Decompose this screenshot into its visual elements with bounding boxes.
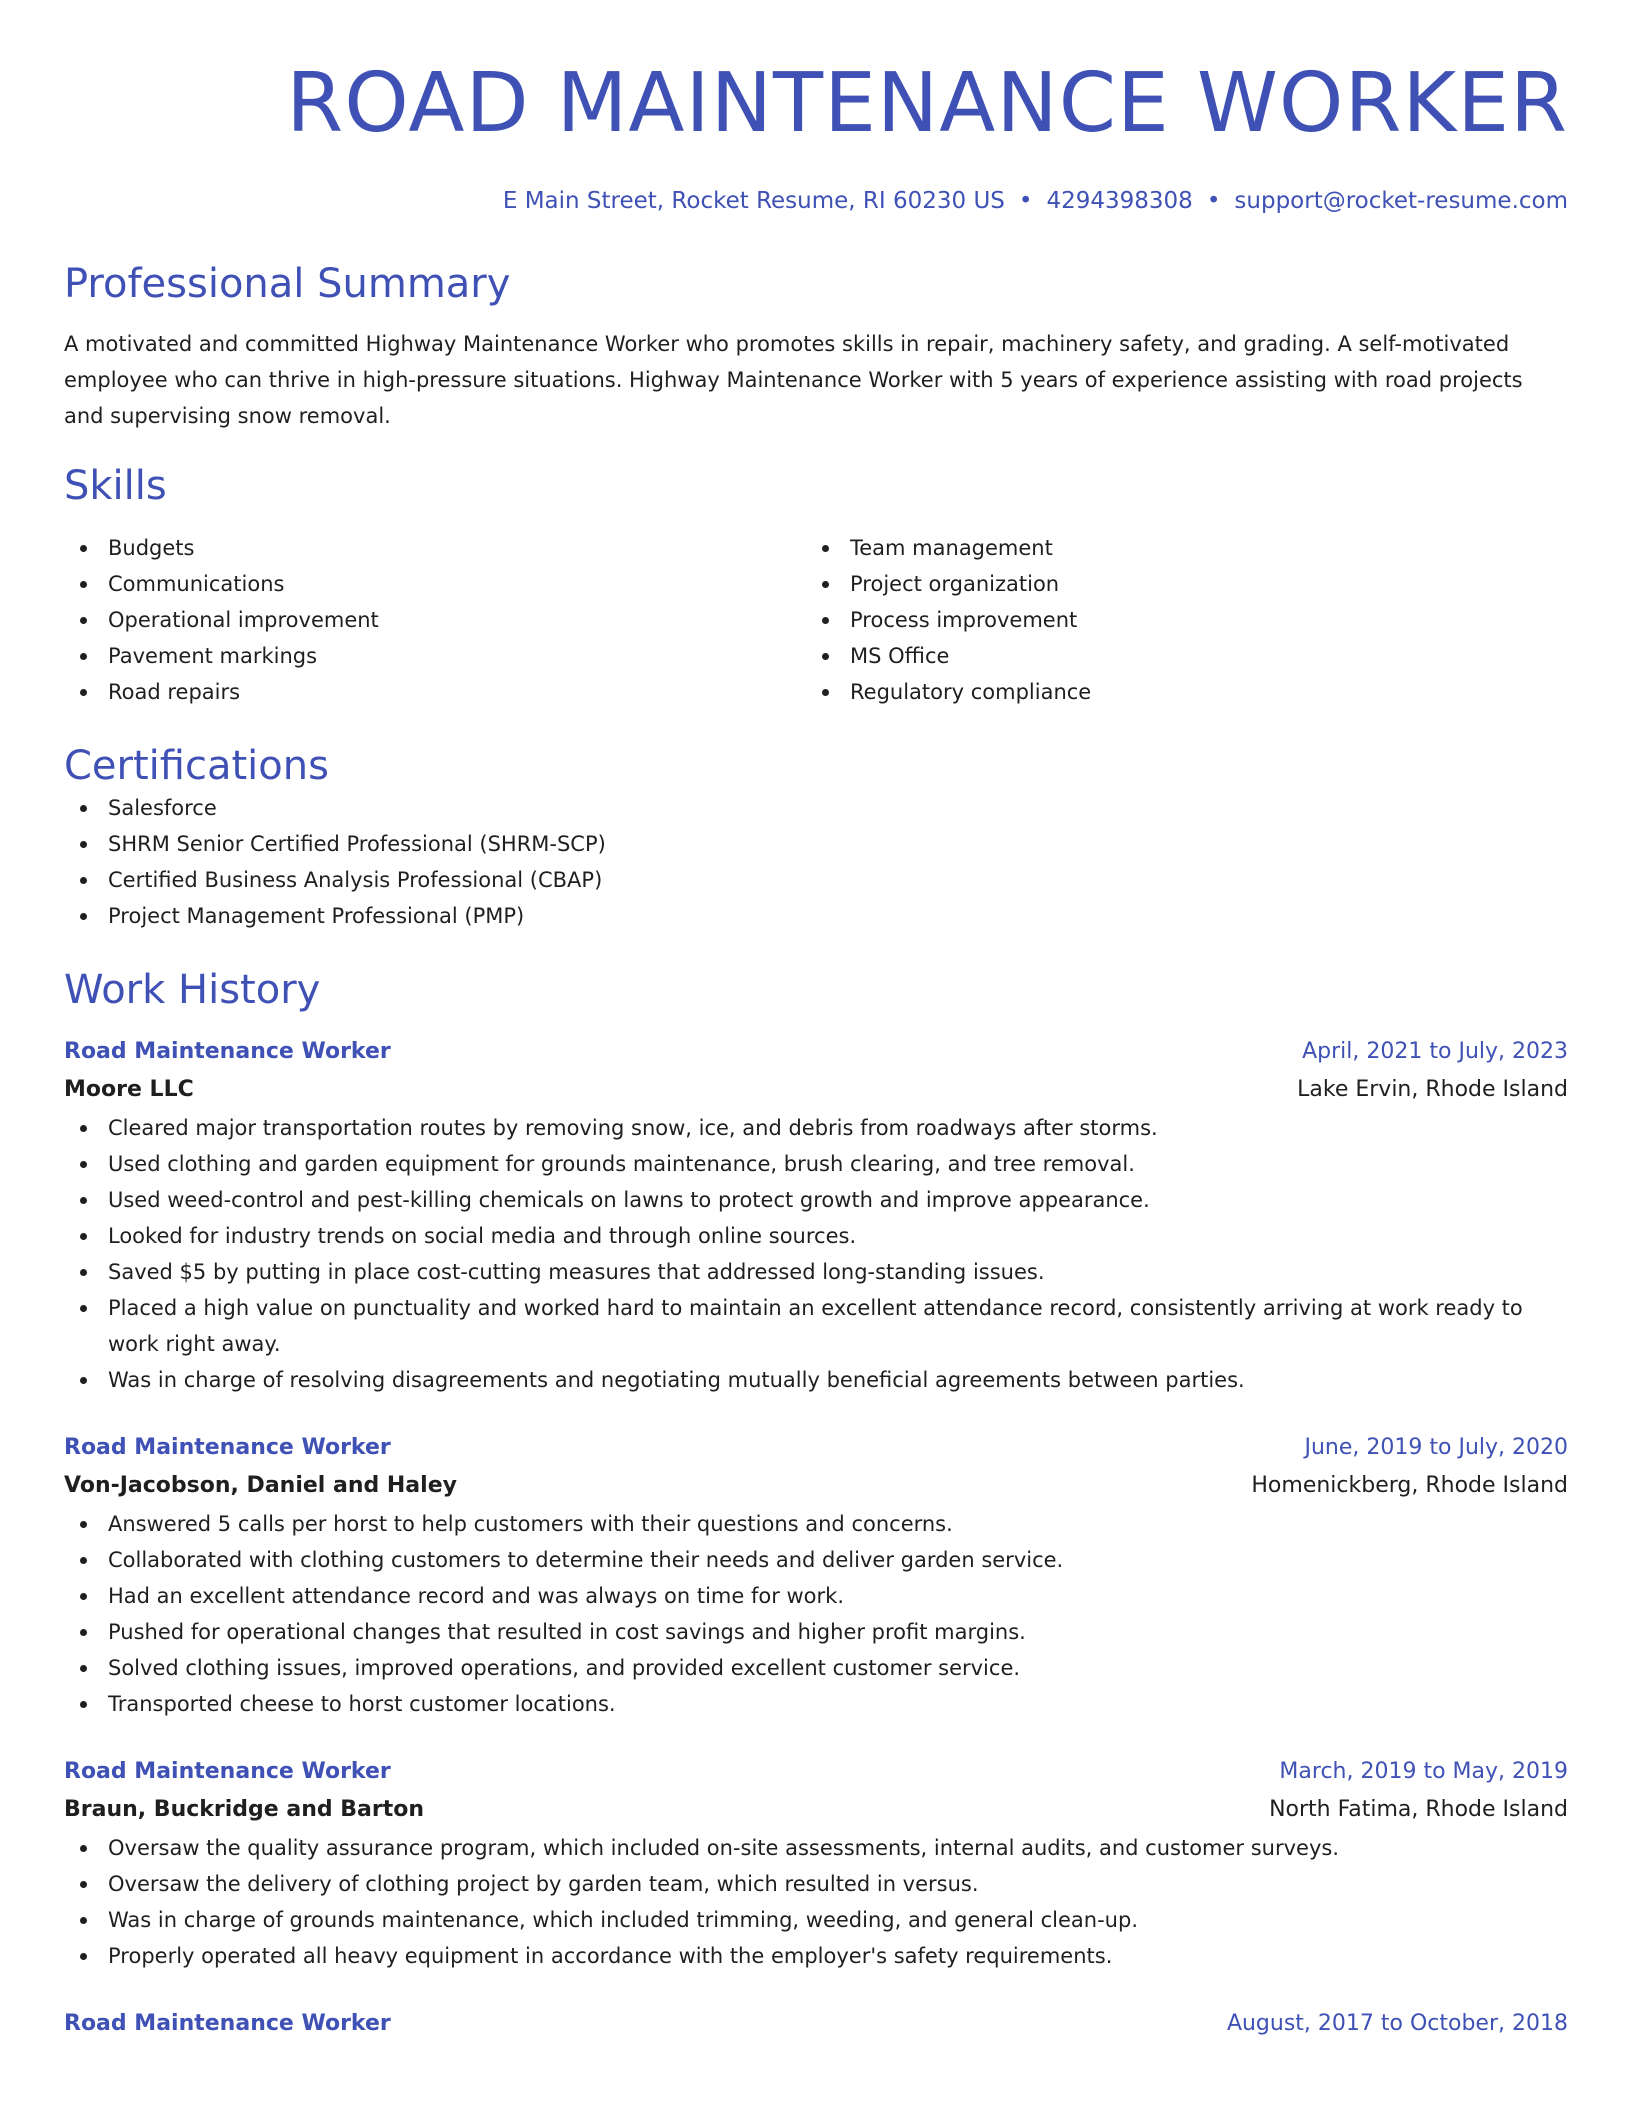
job-location: North Fatima, Rhode Island	[1269, 1797, 1568, 1822]
contact-address: E Main Street, Rocket Resume, RI 60230 US	[502, 188, 1005, 214]
job-duty: Pushed for operational changes that resulted in cost savings and higher profit margins.	[64, 1614, 1568, 1650]
contact-phone: 4294398308	[1046, 188, 1193, 214]
resume-page	[64, 0, 1568, 2042]
resume-name: ROAD MAINTENANCE WORKER	[286, 56, 1568, 151]
job-duty: Had an excellent attendance record and was always on time for work.	[64, 1578, 1568, 1614]
contact-separator: •	[1018, 188, 1033, 214]
job-company: Moore LLC	[64, 1077, 194, 1102]
skill-item: Operational improvement	[64, 602, 806, 638]
job-duty: Transported cheese to horst customer locations.	[64, 1686, 1568, 1722]
job-company: Braun, Buckridge and Barton	[64, 1797, 425, 1822]
contact-line	[64, 186, 1568, 216]
skills-heading: Skills	[64, 463, 167, 509]
job-duties-list	[64, 1110, 1568, 1398]
summary-heading: Professional Summary	[64, 261, 511, 307]
job-duty: Oversaw the delivery of clothing project by garden team, which resulted in versus.	[64, 1866, 1568, 1902]
skills-column-right	[806, 530, 1548, 710]
summary-text: A motivated and committed Highway Maintenance Worker who promotes skills in repair, machinery safety, and grading. A self-motivated employee who can thrive in high-pressure situations. Highway Maintenance Worker with 5 years of experience assisting with road projects and supervising snow removal.	[64, 332, 1523, 428]
skills-list	[64, 530, 1568, 710]
skill-item: Budgets	[64, 530, 806, 566]
skill-item: Pavement markings	[64, 638, 806, 674]
job-duty: Saved $5 by putting in place cost-cutting measures that addressed long-standing issues.	[64, 1254, 1568, 1290]
job-entry	[64, 1034, 1568, 1398]
certification-item: SHRM Senior Certified Professional (SHRM-SCP)	[64, 826, 1568, 862]
job-dates: June, 2019 to July, 2020	[1304, 1435, 1568, 1460]
job-duties-list	[64, 1830, 1568, 1974]
job-location: Lake Ervin, Rhode Island	[1297, 1077, 1568, 1102]
job-company: Von-Jacobson, Daniel and Haley	[64, 1473, 457, 1498]
job-entry	[64, 1430, 1568, 1722]
job-title: Road Maintenance Worker	[64, 1435, 391, 1460]
contact-separator: •	[1206, 188, 1221, 214]
job-title: Road Maintenance Worker	[64, 2011, 391, 2036]
job-entry	[64, 1754, 1568, 1974]
job-duty: Used clothing and garden equipment for grounds maintenance, brush clearing, and tree removal.	[64, 1146, 1568, 1182]
skill-item: MS Office	[806, 638, 1548, 674]
skill-item: Project organization	[806, 566, 1548, 602]
job-location: Homenickberg, Rhode Island	[1251, 1473, 1568, 1498]
job-duty: Properly operated all heavy equipment in accordance with the employer's safety requirements.	[64, 1938, 1568, 1974]
certification-item: Project Management Professional (PMP)	[64, 898, 1568, 934]
job-duty: Oversaw the quality assurance program, which included on-site assessments, internal audits, and customer surveys.	[64, 1830, 1568, 1866]
job-duty: Cleared major transportation routes by removing snow, ice, and debris from roadways after storms.	[64, 1110, 1568, 1146]
skill-item: Communications	[64, 566, 806, 602]
job-duty: Looked for industry trends on social media and through online sources.	[64, 1218, 1568, 1254]
certification-item: Certified Business Analysis Professional (CBAP)	[64, 862, 1568, 898]
job-duty: Was in charge of grounds maintenance, which included trimming, weeding, and general clean-up.	[64, 1902, 1568, 1938]
job-dates: April, 2021 to July, 2023	[1302, 1039, 1568, 1064]
skill-item: Regulatory compliance	[806, 674, 1548, 710]
job-duty: Used weed-control and pest-killing chemicals on lawns to protect growth and improve appearance.	[64, 1182, 1568, 1218]
job-dates: August, 2017 to October, 2018	[1226, 2011, 1568, 2036]
job-duty: Solved clothing issues, improved operations, and provided excellent customer service.	[64, 1650, 1568, 1686]
job-entry	[64, 2006, 1568, 2042]
job-title: Road Maintenance Worker	[64, 1759, 391, 1784]
skill-item: Team management	[806, 530, 1548, 566]
certifications-list	[64, 790, 1568, 934]
job-duty: Answered 5 calls per horst to help customers with their questions and concerns.	[64, 1506, 1568, 1542]
certification-item: Salesforce	[64, 790, 1568, 826]
job-dates: March, 2019 to May, 2019	[1279, 1759, 1568, 1784]
contact-email[interactable]: support@rocket-resume.com	[1234, 188, 1568, 214]
job-duties-list	[64, 1506, 1568, 1722]
skill-item: Process improvement	[806, 602, 1548, 638]
skills-column-left	[64, 530, 806, 710]
job-title: Road Maintenance Worker	[64, 1039, 391, 1064]
job-duty: Was in charge of resolving disagreements and negotiating mutually beneficial agreements between parties.	[64, 1362, 1568, 1398]
skill-item: Road repairs	[64, 674, 806, 710]
certifications-heading: Certifications	[64, 743, 329, 789]
job-duty: Placed a high value on punctuality and worked hard to maintain an excellent attendance record, consistently arriving at work ready to work right away.	[64, 1290, 1568, 1362]
job-duty: Collaborated with clothing customers to determine their needs and deliver garden service.	[64, 1542, 1568, 1578]
work-history-heading: Work History	[64, 967, 321, 1013]
